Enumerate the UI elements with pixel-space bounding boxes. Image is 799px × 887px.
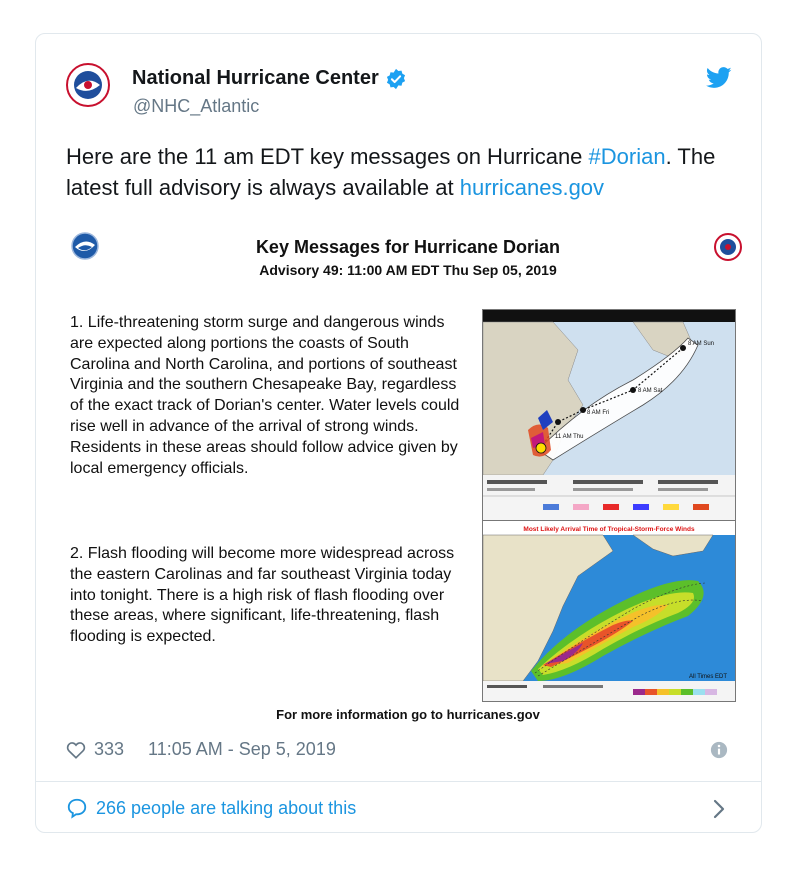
info-icon[interactable]: [710, 741, 728, 759]
map2-title: Most Likely Arrival Time of Tropical-Storm-Force Winds: [523, 526, 695, 533]
attached-image[interactable]: [66, 217, 750, 729]
tweet-timestamp[interactable]: 11:05 AM - Sep 5, 2019: [148, 739, 336, 759]
conversation-link[interactable]: [66, 797, 356, 819]
chevron-right-icon[interactable]: [712, 798, 726, 820]
key-message-2: 2. Flash flooding will become more widespread across the eastern Carolinas and far southeast Virginia today into tonight. There is a high risk of flash flooding over these areas, where significant, life-threatening, flash flooding is expected.: [70, 545, 455, 646]
map2-time-note: All Times EDT: [688, 674, 727, 680]
map1-label-thu: 11 AM Thu: [555, 434, 584, 440]
key-message-1: 1. Life-threatening storm surge and dangerous winds are expected along portions the coasts of South Carolina and North Carolina, and portions of southeast Virginia and the southern Chesapeake Bay, regardless of the exact track of Dorian's center. Water levels could rise well in advance of the arrival of strong winds. Residents in these areas should follow advice given by local emergency officials.: [70, 314, 460, 477]
map1-label-sat: 8 AM Sat: [638, 388, 663, 394]
map1-label-sun: 8 AM Sun: [688, 341, 715, 347]
heart-icon[interactable]: [66, 741, 86, 759]
divider: [36, 781, 761, 782]
comment-bubble-icon: [66, 797, 88, 819]
forecast-cone-map: [482, 309, 736, 521]
like-count[interactable]: 333: [94, 739, 125, 759]
graphic-footer: For more information go to hurricanes.gov: [276, 707, 540, 722]
graphic-title: Key Messages for Hurricane Dorian: [255, 237, 561, 257]
url-link[interactable]: hurricanes.gov: [459, 175, 605, 200]
twitter-bird-icon[interactable]: [706, 67, 732, 89]
verified-badge-icon: [385, 68, 407, 90]
map1-label-fri: 8 AM Fri: [587, 410, 610, 416]
graphic-subtitle: Advisory 49: 11:00 AM EDT Thu Sep 05, 2019: [259, 262, 557, 278]
tweet-card: [35, 33, 762, 833]
nws-logo-icon[interactable]: [66, 63, 110, 107]
tweet-text-part1: Here are the 11 am EDT key messages on Hurricane: [66, 144, 589, 169]
account-handle[interactable]: @NHC_Atlantic: [133, 96, 260, 116]
tweet-text: [66, 141, 746, 203]
tweet-meta: [66, 739, 336, 760]
tweet-text-part2: . The latest full advisory is always available at: [66, 144, 716, 200]
hashtag-link[interactable]: #Dorian: [588, 144, 666, 169]
account-name-text[interactable]: National Hurricane Center: [132, 67, 379, 89]
account-name[interactable]: [132, 67, 407, 90]
conversation-label[interactable]: 266 people are talking about this: [96, 797, 357, 818]
arrival-time-map: [482, 520, 736, 702]
